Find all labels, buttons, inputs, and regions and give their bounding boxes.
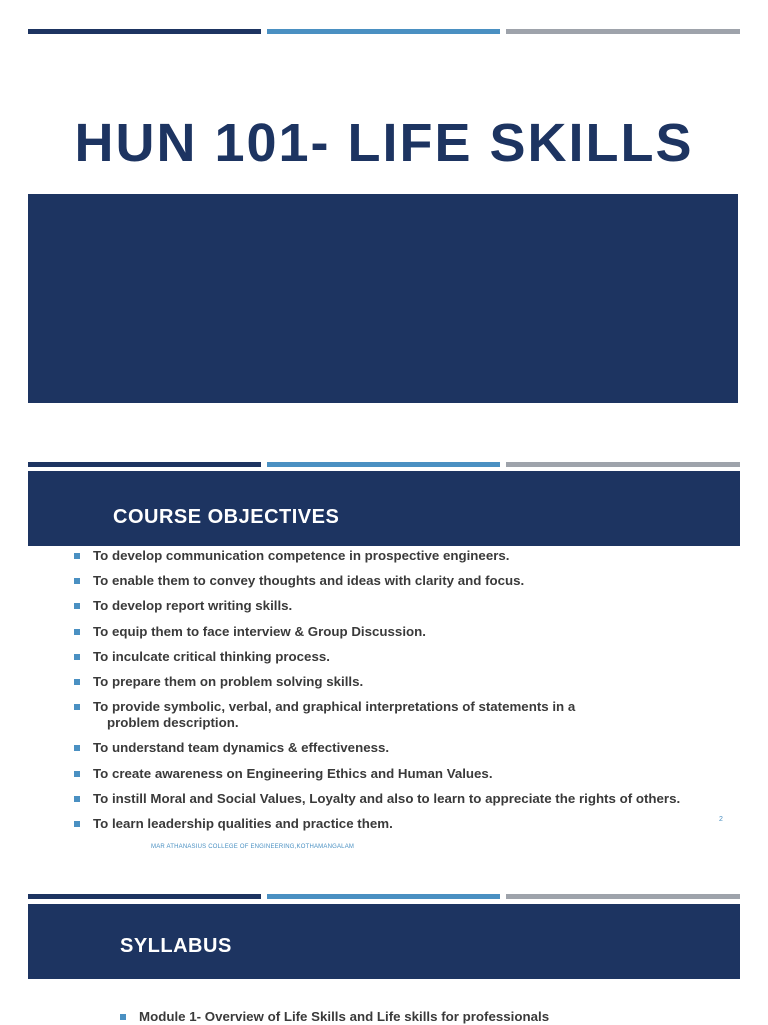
list-item-text: Module 1- Overview of Life Skills and Life skills for professionals bbox=[139, 1009, 550, 1024]
square-bullet-icon bbox=[74, 553, 80, 559]
top-stripe-dark bbox=[28, 29, 261, 34]
square-bullet-icon bbox=[74, 745, 80, 751]
list-item bbox=[74, 548, 724, 564]
list-item-text: To learn leadership qualities and practice them. bbox=[93, 815, 393, 831]
objectives-heading: COURSE OBJECTIVES bbox=[113, 506, 340, 528]
stripe-dark-3 bbox=[28, 894, 261, 899]
list-item-continuation: problem description. bbox=[107, 715, 239, 731]
list-item bbox=[74, 699, 724, 731]
square-bullet-icon bbox=[120, 1014, 126, 1020]
square-bullet-icon bbox=[74, 603, 80, 609]
square-bullet-icon bbox=[74, 679, 80, 685]
syllabus-heading: SYLLABUS bbox=[120, 935, 232, 957]
list-item-text: To create awareness on Engineering Ethics and Human Values. bbox=[93, 765, 493, 781]
list-item bbox=[74, 766, 724, 782]
list-item-text: To enable them to convey thoughts and ideas with clarity and focus. bbox=[93, 573, 525, 589]
square-bullet-icon bbox=[74, 578, 80, 584]
square-bullet-icon bbox=[74, 629, 80, 635]
stripe-dark bbox=[28, 462, 261, 467]
list-item bbox=[74, 598, 724, 614]
stripe-blue bbox=[267, 462, 500, 467]
list-item bbox=[74, 624, 724, 640]
list-item-text: To prepare them on problem solving skills. bbox=[93, 673, 364, 689]
list-item bbox=[74, 791, 724, 807]
list-item-text: To inculcate critical thinking process. bbox=[93, 648, 330, 664]
square-bullet-icon bbox=[74, 771, 80, 777]
list-item bbox=[74, 816, 724, 832]
title-block bbox=[28, 194, 738, 403]
list-item bbox=[74, 740, 724, 756]
list-item-text: To develop communication competence in prospective engineers. bbox=[93, 548, 510, 563]
list-item bbox=[74, 573, 724, 589]
slide-title: HUN 101- LIFE SKILLS bbox=[74, 113, 694, 173]
footer-text: MAR ATHANASIUS COLLEGE OF ENGINEERING,KOTHAMANGALAM bbox=[151, 844, 355, 850]
top-stripe-blue bbox=[267, 29, 500, 34]
square-bullet-icon bbox=[74, 704, 80, 710]
square-bullet-icon bbox=[74, 821, 80, 827]
syllabus-list bbox=[120, 1009, 740, 1025]
list-item bbox=[74, 649, 724, 665]
syllabus-header bbox=[28, 904, 740, 979]
list-item-text: To instill Moral and Social Values, Loyalty and also to learn to appreciate the rights of others. bbox=[93, 790, 681, 806]
stripe-blue-3 bbox=[267, 894, 500, 899]
page-number: 2 bbox=[719, 816, 723, 823]
list-item-text: To develop report writing skills. bbox=[93, 598, 293, 614]
objectives-header bbox=[28, 471, 740, 546]
list-item bbox=[120, 1009, 740, 1025]
square-bullet-icon bbox=[74, 654, 80, 660]
stripe-gray bbox=[506, 462, 740, 467]
list-item-text: To understand team dynamics & effectiveness. bbox=[93, 740, 390, 756]
objectives-list bbox=[74, 548, 724, 841]
stripe-gray-3 bbox=[506, 894, 740, 899]
list-item-text: To equip them to face interview & Group Discussion. bbox=[93, 623, 426, 639]
top-stripe-gray bbox=[506, 29, 740, 34]
list-item bbox=[74, 674, 724, 690]
list-item-text: To provide symbolic, verbal, and graphical interpretations of statements in a bbox=[93, 699, 576, 715]
square-bullet-icon bbox=[74, 796, 80, 802]
